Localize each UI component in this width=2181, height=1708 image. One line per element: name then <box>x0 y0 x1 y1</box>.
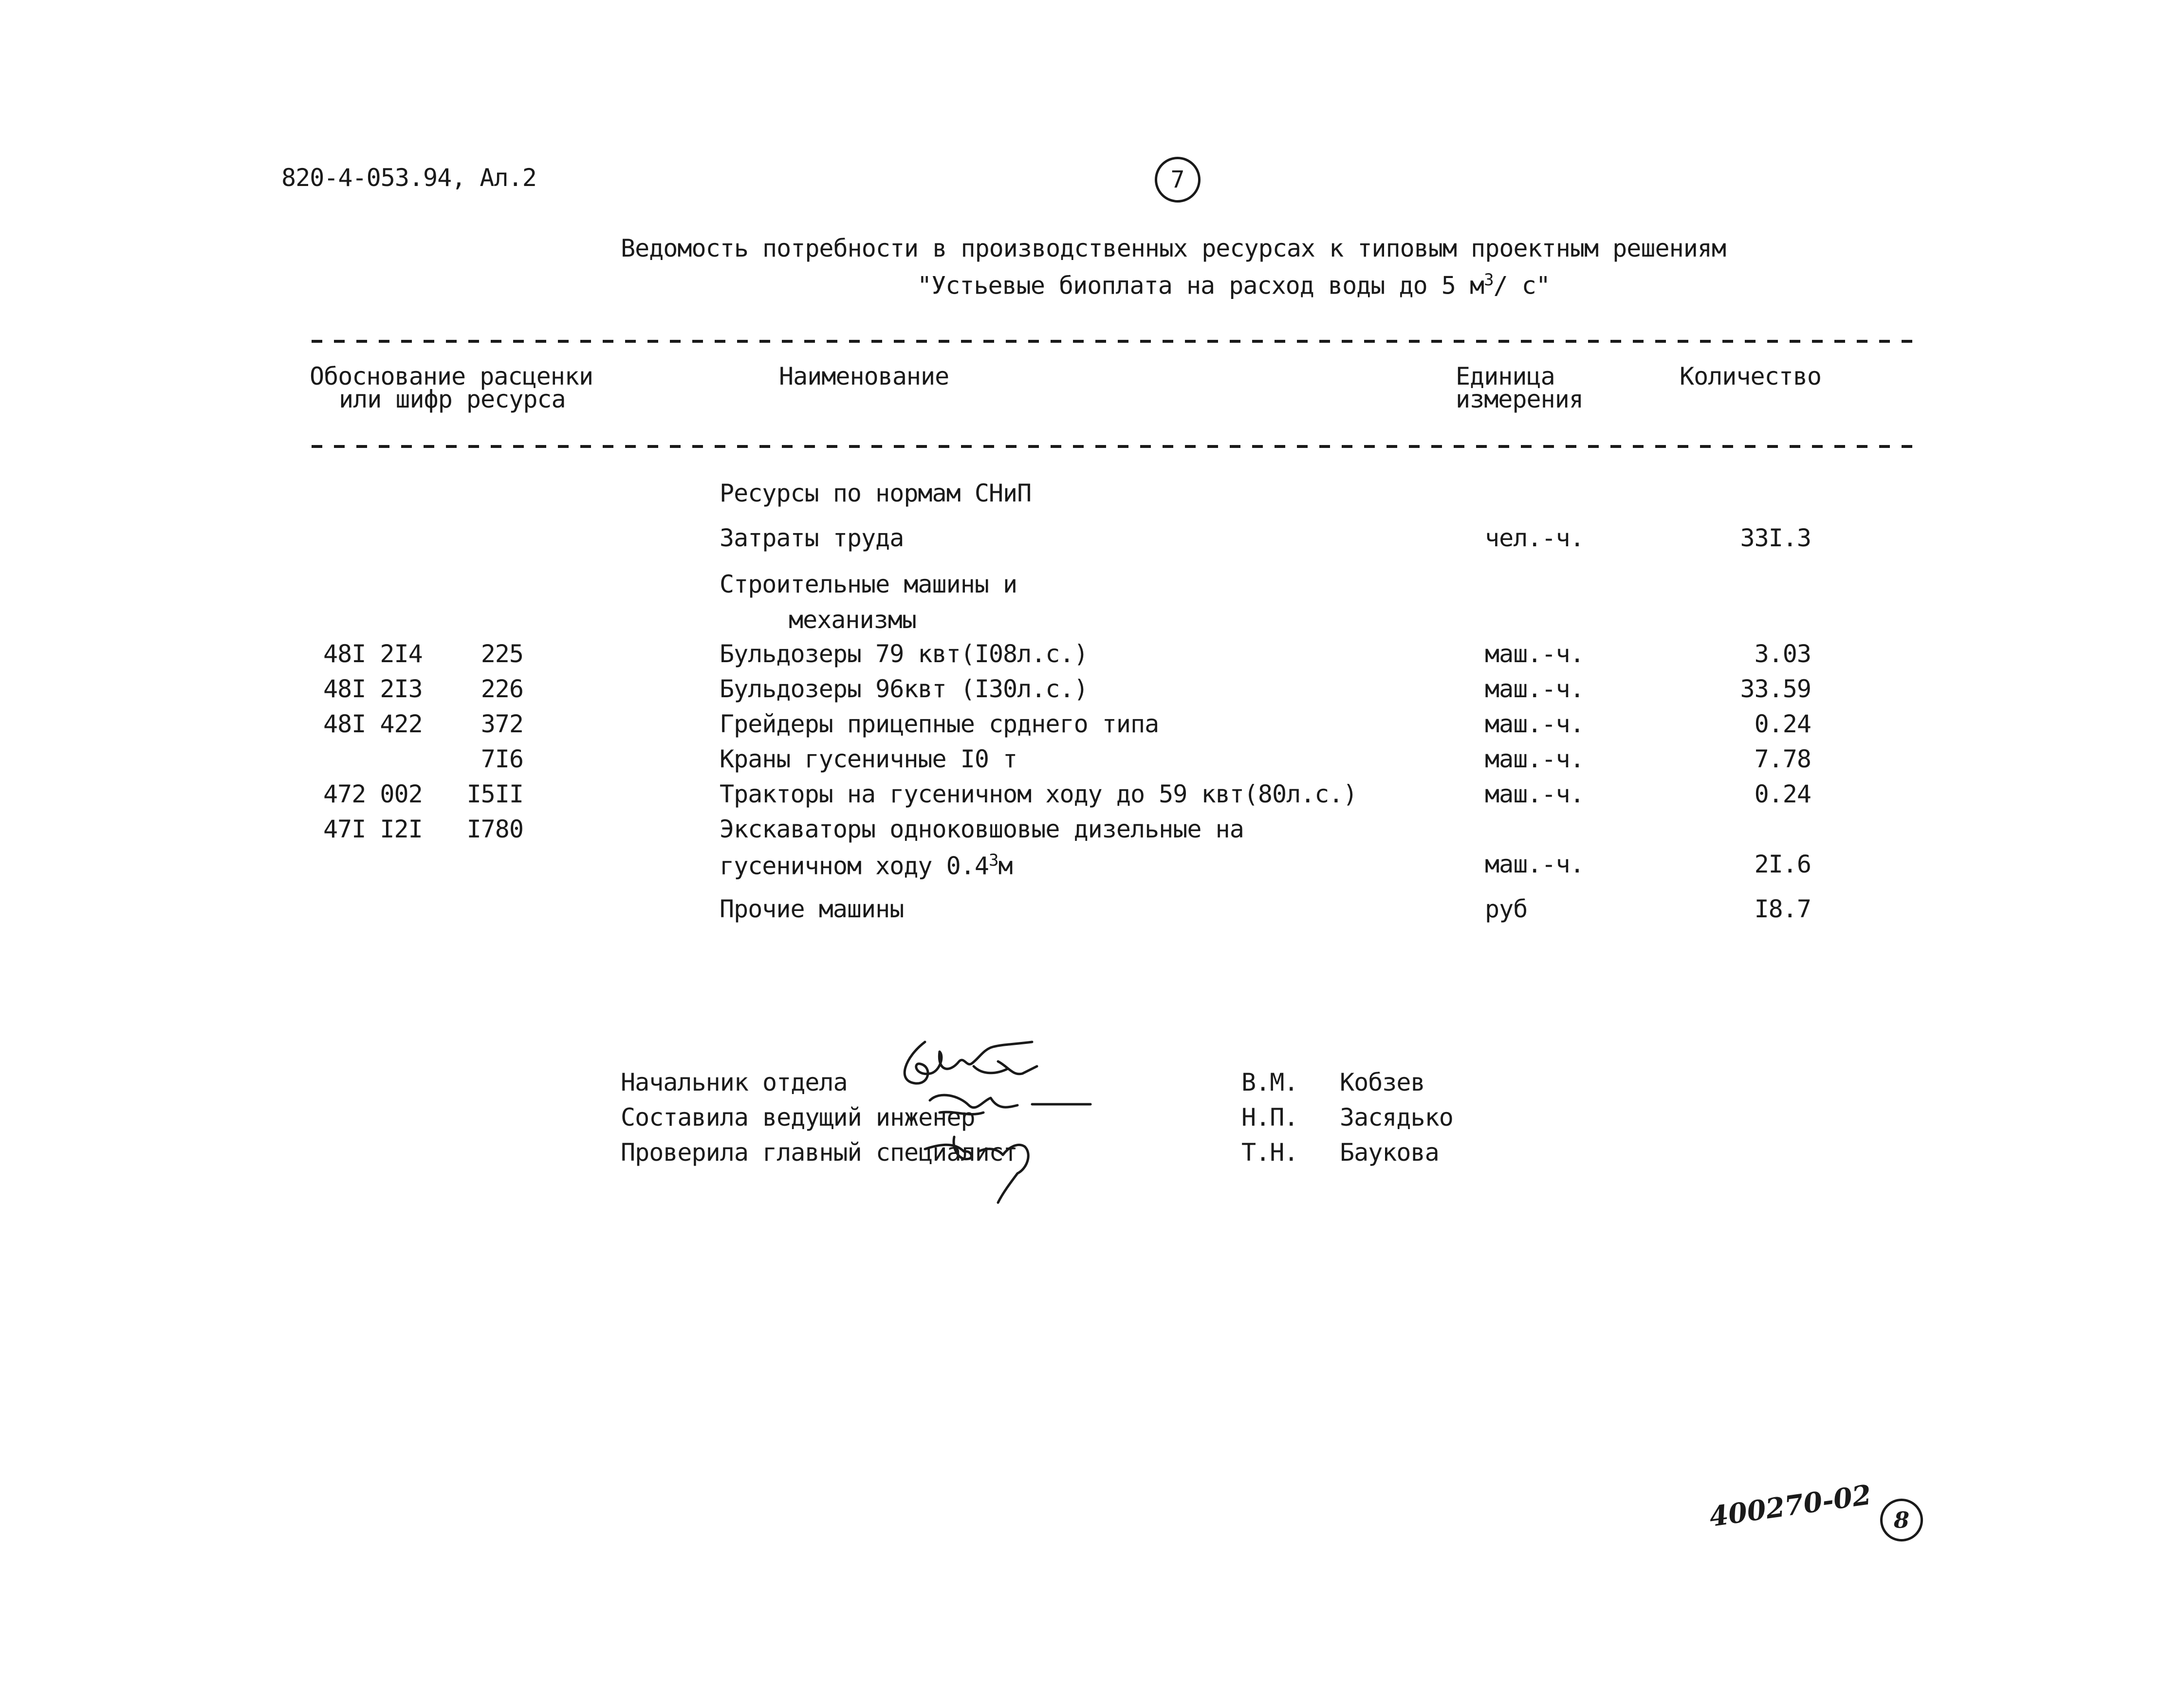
title-superscript: 3 <box>1484 270 1494 290</box>
handwritten-signatures <box>886 1027 1139 1232</box>
excavator-superscript: 3 <box>988 851 998 870</box>
row-resource-code: I5II <box>466 780 523 808</box>
labor-qty: 33I.3 <box>1740 524 1811 552</box>
machines-heading-1: Строительные машины и <box>720 570 1017 598</box>
title-line-2 <box>917 272 1550 298</box>
signature-surname: Засядько <box>1340 1103 1453 1132</box>
col-header-unit-1: Единица <box>1456 362 1555 390</box>
title-line-2-main: "Устьевые биоплата на расход воды до 5 м <box>917 271 1484 300</box>
excavator-name-2-tail: м <box>998 852 1013 880</box>
archive-number: 400270-02 <box>1707 1479 1873 1533</box>
col-header-unit-2: измерения <box>1456 385 1583 413</box>
other-qty: I8.7 <box>1754 895 1811 923</box>
col-header-code-2: или шифр ресурса <box>339 385 566 413</box>
title-line-1: Ведомость потребности в производственных ресурсах к типовым проектным решениям <box>621 234 1726 262</box>
labor-name: Затраты труда <box>720 524 904 552</box>
row-name: Краны гусеничные I0 т <box>720 745 1017 773</box>
section-norms: Ресурсы по нормам СНиП <box>720 479 1032 507</box>
page-number: 7 <box>1170 166 1185 193</box>
row-resource-code: 225 <box>481 640 523 668</box>
header-top-rule <box>312 340 1918 343</box>
sheet-number: 8 <box>1893 1507 1909 1533</box>
row-unit: маш.-ч. <box>1485 745 1584 773</box>
signature-surname: Кобзев <box>1340 1068 1425 1096</box>
other-unit: руб <box>1485 895 1528 923</box>
excavator-unit: маш.-ч. <box>1485 850 1584 878</box>
row-resource-code: 372 <box>481 710 523 738</box>
excavator-name-2 <box>720 852 1013 878</box>
row-code: 472 002 <box>323 780 423 808</box>
col-header-code-1: Обоснование расценки <box>310 362 593 390</box>
row-unit: маш.-ч. <box>1485 675 1584 703</box>
machines-heading-2: механизмы <box>789 606 916 634</box>
row-name: Тракторы на гусеничном ходу до 59 квт(80л.с.) <box>720 780 1357 808</box>
signature-role: Начальник отдела <box>621 1068 848 1096</box>
row-name: Грейдеры прицепные срднего типа <box>720 710 1159 738</box>
row-qty: 7.78 <box>1754 745 1811 773</box>
row-qty: 33.59 <box>1740 675 1811 703</box>
row-code: 48I 2I4 <box>323 640 423 668</box>
signature-role: Проверила главный специалист <box>621 1138 1017 1167</box>
excavator-code: 47I I2I <box>323 815 423 843</box>
row-code: 48I 422 <box>323 710 423 738</box>
signature-lead-engineer <box>930 1095 1090 1108</box>
excavator-name-1: Экскаваторы одноковшовые дизельные на <box>720 815 1244 843</box>
signature-chief-specialist <box>925 1137 1028 1203</box>
header-bottom-rule <box>312 445 1918 448</box>
signature-initials: Т.Н. <box>1241 1138 1298 1167</box>
row-qty: 0.24 <box>1754 780 1811 808</box>
row-name: Бульдозеры 96квт (I30л.с.) <box>720 675 1088 703</box>
col-header-qty: Количество <box>1680 362 1822 390</box>
row-unit: маш.-ч. <box>1485 710 1584 738</box>
sheet-number-circle <box>1880 1499 1923 1541</box>
excavator-qty: 2I.6 <box>1754 850 1811 878</box>
excavator-resource-code: I780 <box>466 815 523 843</box>
row-name: Бульдозеры 79 квт(I08л.с.) <box>720 640 1088 668</box>
signature-role: Составила ведущий инженер <box>621 1103 975 1132</box>
signature-head-of-dept <box>905 1042 1032 1083</box>
row-qty: 3.03 <box>1754 640 1811 668</box>
document-code: 820-4-053.94, Ал.2 <box>281 164 536 192</box>
title-line-2-tail: / с" <box>1493 271 1551 300</box>
excavator-name-2-main: гусеничном ходу 0.4 <box>720 852 989 880</box>
row-code: 48I 2I3 <box>323 675 423 703</box>
signature-surname: Баукова <box>1340 1138 1439 1167</box>
row-resource-code: 7I6 <box>481 745 523 773</box>
labor-unit: чел.-ч. <box>1485 524 1584 552</box>
page-number-circle <box>1155 157 1201 203</box>
other-name: Прочие машины <box>720 895 904 923</box>
row-qty: 0.24 <box>1754 710 1811 738</box>
signature-initials: Н.П. <box>1241 1103 1298 1132</box>
row-unit: маш.-ч. <box>1485 640 1584 668</box>
row-resource-code: 226 <box>481 675 523 703</box>
row-unit: маш.-ч. <box>1485 780 1584 808</box>
col-header-name: Наименование <box>779 362 949 390</box>
signature-initials: В.М. <box>1241 1068 1298 1096</box>
